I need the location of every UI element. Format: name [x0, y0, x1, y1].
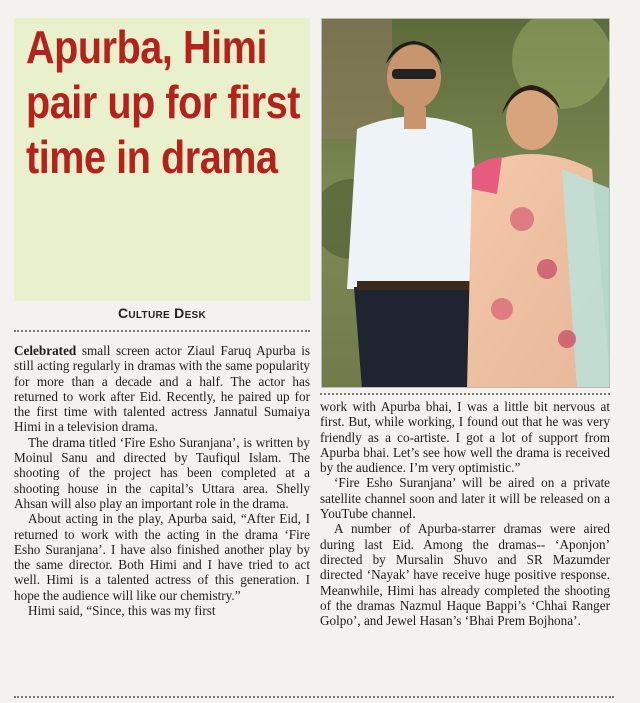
divider	[320, 393, 610, 395]
paragraph: ‘Fire Esho Suranjana’ will be aired on a private satellite channel soon and later it will be released on a YouTube channel.	[320, 475, 610, 522]
bottom-divider	[14, 696, 614, 698]
divider	[14, 330, 310, 332]
paragraph-text: small screen actor Ziaul Faruq Apurba is still acting regularly in dramas with the same popularity for more than a decade and a half. The actor has returned to work after Eid. Recently, he paired up for the first time with talented actress Jannatul Sumaiya Himi in a television drama.	[14, 343, 310, 435]
paragraph: The drama titled ‘Fire Esho Suranjana’, is written by Moinul Sanu and directed by Taufiqul Islam. The shooting of the project has been completed at a shooting house in the capital’s Uttara area. Shelly Ahsan will also play an important role in the drama.	[14, 434, 310, 511]
article-photo	[321, 18, 610, 388]
byline-wrap	[14, 305, 310, 323]
paragraph: Himi said, “Since, this was my first	[28, 603, 216, 619]
paragraph: About acting in the play, Apurba said, “After Eid, I returned to work with the acting in the drama ‘Fire Esho Suranjana’. I have also finished another play by the same director. Both Himi and I have tried to act well. Himi is a talented actress of this generation. I hope the audience will like our chemistry.”	[14, 511, 310, 603]
paragraph: A number of Apurba-starrer dramas were aired during last Eid. Among the dramas-- ‘Aponjon’ directed by Mursalin Shuvo and SR Mazumder directed ‘Nayak’ have receive huge positive response. Meanwhile, Himi has already completed the shooting of the dramas Nazmul Haque Bappi’s ‘Chhai Ranger Golpo’, and Jewel Hasan’s ‘Bhai Prem Bojhona’.	[320, 521, 610, 629]
paragraph	[14, 343, 310, 435]
article-column-1	[14, 343, 310, 618]
photo-icon	[322, 19, 610, 388]
headline: Apurba, Himi pair up for first time in drama	[26, 21, 301, 183]
article-column-2	[320, 399, 610, 628]
headline-box	[14, 18, 310, 301]
byline: Culture Desk	[117, 305, 207, 321]
lead-word: Celebrated	[14, 343, 77, 358]
paragraph: work with Apurba bhai, I was a little bit nervous at first. But, while working, I found out that he was very friendly as a co-artiste. I got a lot of support from Apurba bhai. Let’s see how well the drama is received by the audience. I’m very optimistic.”	[320, 399, 610, 476]
